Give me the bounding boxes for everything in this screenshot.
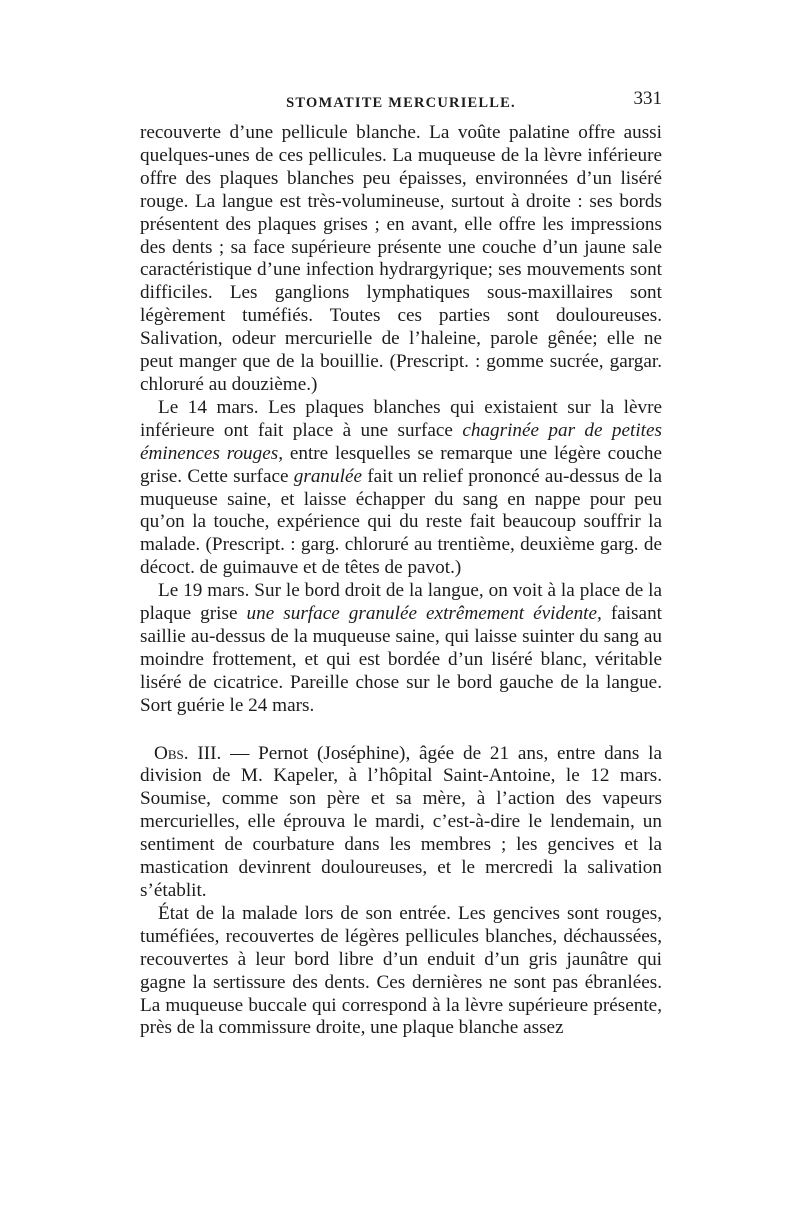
paragraph-14-mars — [140, 397, 662, 580]
observation-label: Obs. III. — [154, 742, 222, 764]
text-run: recouverte d’une pellicule blanche. La voûte palatine offre aussi quelques-unes de ces pellicules. La muqueuse de la lèvre inférieure offre des plaques blanches peu épaisses, environnées d’un liséré rouge. La langue est très-volumineuse, surtout à droite : ses bords présentent des plaques grises ; en avant, elle offre les impressions des dents ; sa face supérieure présente une couche d’un jaune sale caractéristique d’une infection hydrargyrique; ses mouvements sont difficiles. Les ganglions lymphatiques sous-maxillaires sont légèrement tuméfiés. Toutes ces parties sont douloureuses. Salivation, odeur mercurielle de l’haleine, parole gênée; elle ne peut manger que de la bouillie. (Prescript. : gomme sucrée, gargar. chloruré au douzième.) — [140, 122, 662, 395]
book-page — [140, 88, 662, 1040]
running-title: STOMATITE MERCURIELLE. — [286, 95, 516, 111]
paragraph-continued — [140, 122, 662, 397]
text-run: entre lesquelles se remarque une légère couche grise. Cette surface — [140, 442, 662, 487]
italic-phrase: chagrinée par de petites éminences rouges, — [140, 419, 662, 464]
running-head — [140, 88, 662, 122]
paragraph-obs-iii — [140, 743, 662, 903]
text-run: État de la malade lors de son entrée. Les gencives sont rouges, tuméfiées, recouvertes de légères pellicules blanches, déchaussées, recouvertes à leur bord libre d’un enduit d’un gris jaunâtre qui gagne la sertissure des dents. Ces dernières ne sont pas ébranlées. La muqueuse buccale qui correspond à la lèvre supérieure présente, près de la commissure droite, une plaque blanche assez — [140, 902, 662, 1039]
text-run: — Pernot (Joséphine), âgée de 21 ans, entre dans la division de M. Kapeler, à l’hôpital Saint-Antoine, le 12 mars. Soumise, comme son père et sa mère, à l’action des vapeurs mercurielles, elle éprouva le mardi, c’est-à-dire le lendemain, un sentiment de courbature dans les membres ; les gencives et la mastication devinrent douloureuses, et le mercredi la salivation s’établit. — [140, 742, 662, 901]
text-run: fait un relief prononcé au-dessus de la muqueuse saine, et laisse échapper du sang en nappe pour peu qu’on la touche, expérience qui du reste fait beaucoup souffrir la malade. (Prescript. : garg. chloruré au trentième, deuxième garg. de décoct. de guimauve et de têtes de pavot.) — [140, 465, 662, 579]
paragraph-etat-de-la-malade — [140, 903, 662, 1040]
italic-phrase: une surface granulée extrêmement évidente, — [246, 603, 602, 625]
italic-phrase: granulée — [293, 465, 362, 487]
text-run: faisant saillie au-dessus de la muqueuse saine, qui laisse suinter du sang au moindre frottement, et qui est bordée d’un liséré blanc, véritable liséré de cicatrice. Pareille chose sur le bord gauche de la langue. Sort guérie le 24 mars. — [140, 603, 662, 716]
text-run: Le 14 mars. Les plaques blanches qui existaient sur la lèvre inférieure ont fait place à une surface — [140, 396, 662, 441]
page-number: 331 — [633, 88, 662, 109]
paragraph-19-mars — [140, 580, 662, 717]
text-run: Le 19 mars. Sur le bord droit de la langue, on voit à la place de la plaque grise — [140, 580, 662, 625]
